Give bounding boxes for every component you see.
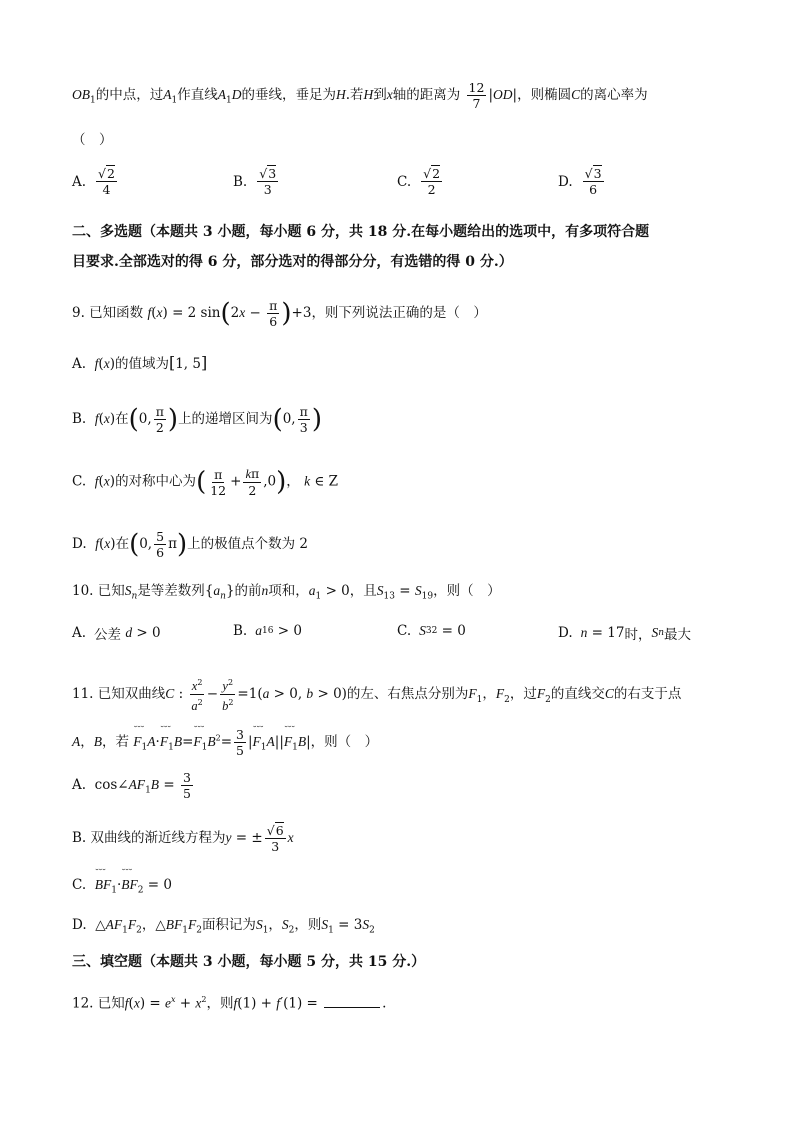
q11-option-b[interactable]: B. 双曲线的渐近线方程为y = ± $\frac{√6}{3}$ x <box>72 823 294 854</box>
q10-option-d[interactable]: D. n = 17 时， S n 最大 <box>558 625 692 643</box>
section-2-heading: 二、多选题（本题共 3 小题，每小题 6 分，共 18 分.在每小题给出的选项中，有多项符合题 <box>72 224 650 240</box>
q8-option-b[interactable]: B. $\frac{√3}{3}$ <box>233 166 277 197</box>
section-2-heading-cont: 目要求.全部选对的得 6 分，部分选对的得部分分，有选错的得 0 分.） <box>72 254 513 270</box>
q12-stem: 12. 已知$f(x) = e^x + x^2$，则f(1) + f′(1) = . <box>72 995 387 1012</box>
q12-answer-blank[interactable] <box>324 995 380 1008</box>
q10-option-b[interactable]: B. a 16 > 0 <box>233 623 302 639</box>
q9-stem: 9. 已知函数 f(x) = 2 sin(2x − $\frac{\pi}{6}$ )+3，则下列说法正确的是（ ） <box>72 298 487 329</box>
q9-option-d[interactable]: D. f(x)在(0, $\frac{5}{6}$ π)上的极值点个数为 2 <box>72 529 308 560</box>
q8-option-d[interactable]: D. $\frac{√3}{6}$ <box>558 166 602 197</box>
q10-option-a[interactable]: A. 公差 d > 0 <box>72 625 161 643</box>
q9-option-b[interactable]: B. f(x)在(0, $\frac{\pi}{2}$ )上的递增区间为(0, $\frac{\pi}{3}$ ) <box>72 404 322 435</box>
q9-option-c[interactable]: C. f(x)的对称中心为( $\frac{\pi}{12}$ + $\frac{k\pi}{2}$ ,0)， k ∈ Z <box>72 466 339 498</box>
q8-option-c[interactable]: C. $\frac{√2}{2}$ <box>397 166 441 197</box>
q8-line1: $OB_1$的中点，过$A_1$作直线$A_1D$的垂线，垂足为H.若H到x轴的距离为 $\frac{12}{7}$ |OD|，则椭圆C的离心率为 <box>72 80 648 111</box>
q9-option-a[interactable]: A. f(x)的值域为[1, 5] <box>72 353 208 372</box>
q8-paren: （ ） <box>72 132 113 148</box>
q11-condition: A，B，若 ˘˘˘ $F_1A\cdot˘˘˘$ $F_1B=˘˘˘$ $F_1B^2=$ $\frac{3}{5}$ |˘˘˘ $F_1A||˘˘˘$ $F_1B|$，则（ ） <box>72 727 378 758</box>
section-3-heading: 三、填空题（本题共 3 小题，每小题 5 分，共 15 分.） <box>72 954 426 970</box>
q8-option-a[interactable]: A. $\frac{√2}{4}$ <box>72 166 115 197</box>
q11-stem: 11. 已知双曲线C : $\frac{x^2}{a^2}$ − $\frac{y^2}{b^2}$ =1(a > 0, b > 0)的左、右焦点分别为$F_1$，$F_2$，过$F_2$的直线交C的右支于点 <box>72 675 681 714</box>
q10-stem: 10. 已知$S_n$是等差数列$\{a_n\}$的前n项和，$a_1 > 0$，且$S_{13} = S_{19}$，则（ ） <box>72 583 501 602</box>
q11-option-d[interactable]: D. $\triangle AF_1F_2$，$\triangle BF_1F_2$面积记为$S_1$，$S_2$，则$S_1 = 3S_2$ <box>72 917 375 936</box>
q11-option-a[interactable]: A. $\cos\angle AF_1B$ = $\frac{3}{5}$ <box>72 770 191 801</box>
q10-option-c[interactable]: C. S 32 = 0 <box>397 623 466 639</box>
q11-option-c[interactable]: C. ˘˘˘ $BF_1\cdot˘˘˘$ $BF_2 = 0$ <box>72 875 172 901</box>
